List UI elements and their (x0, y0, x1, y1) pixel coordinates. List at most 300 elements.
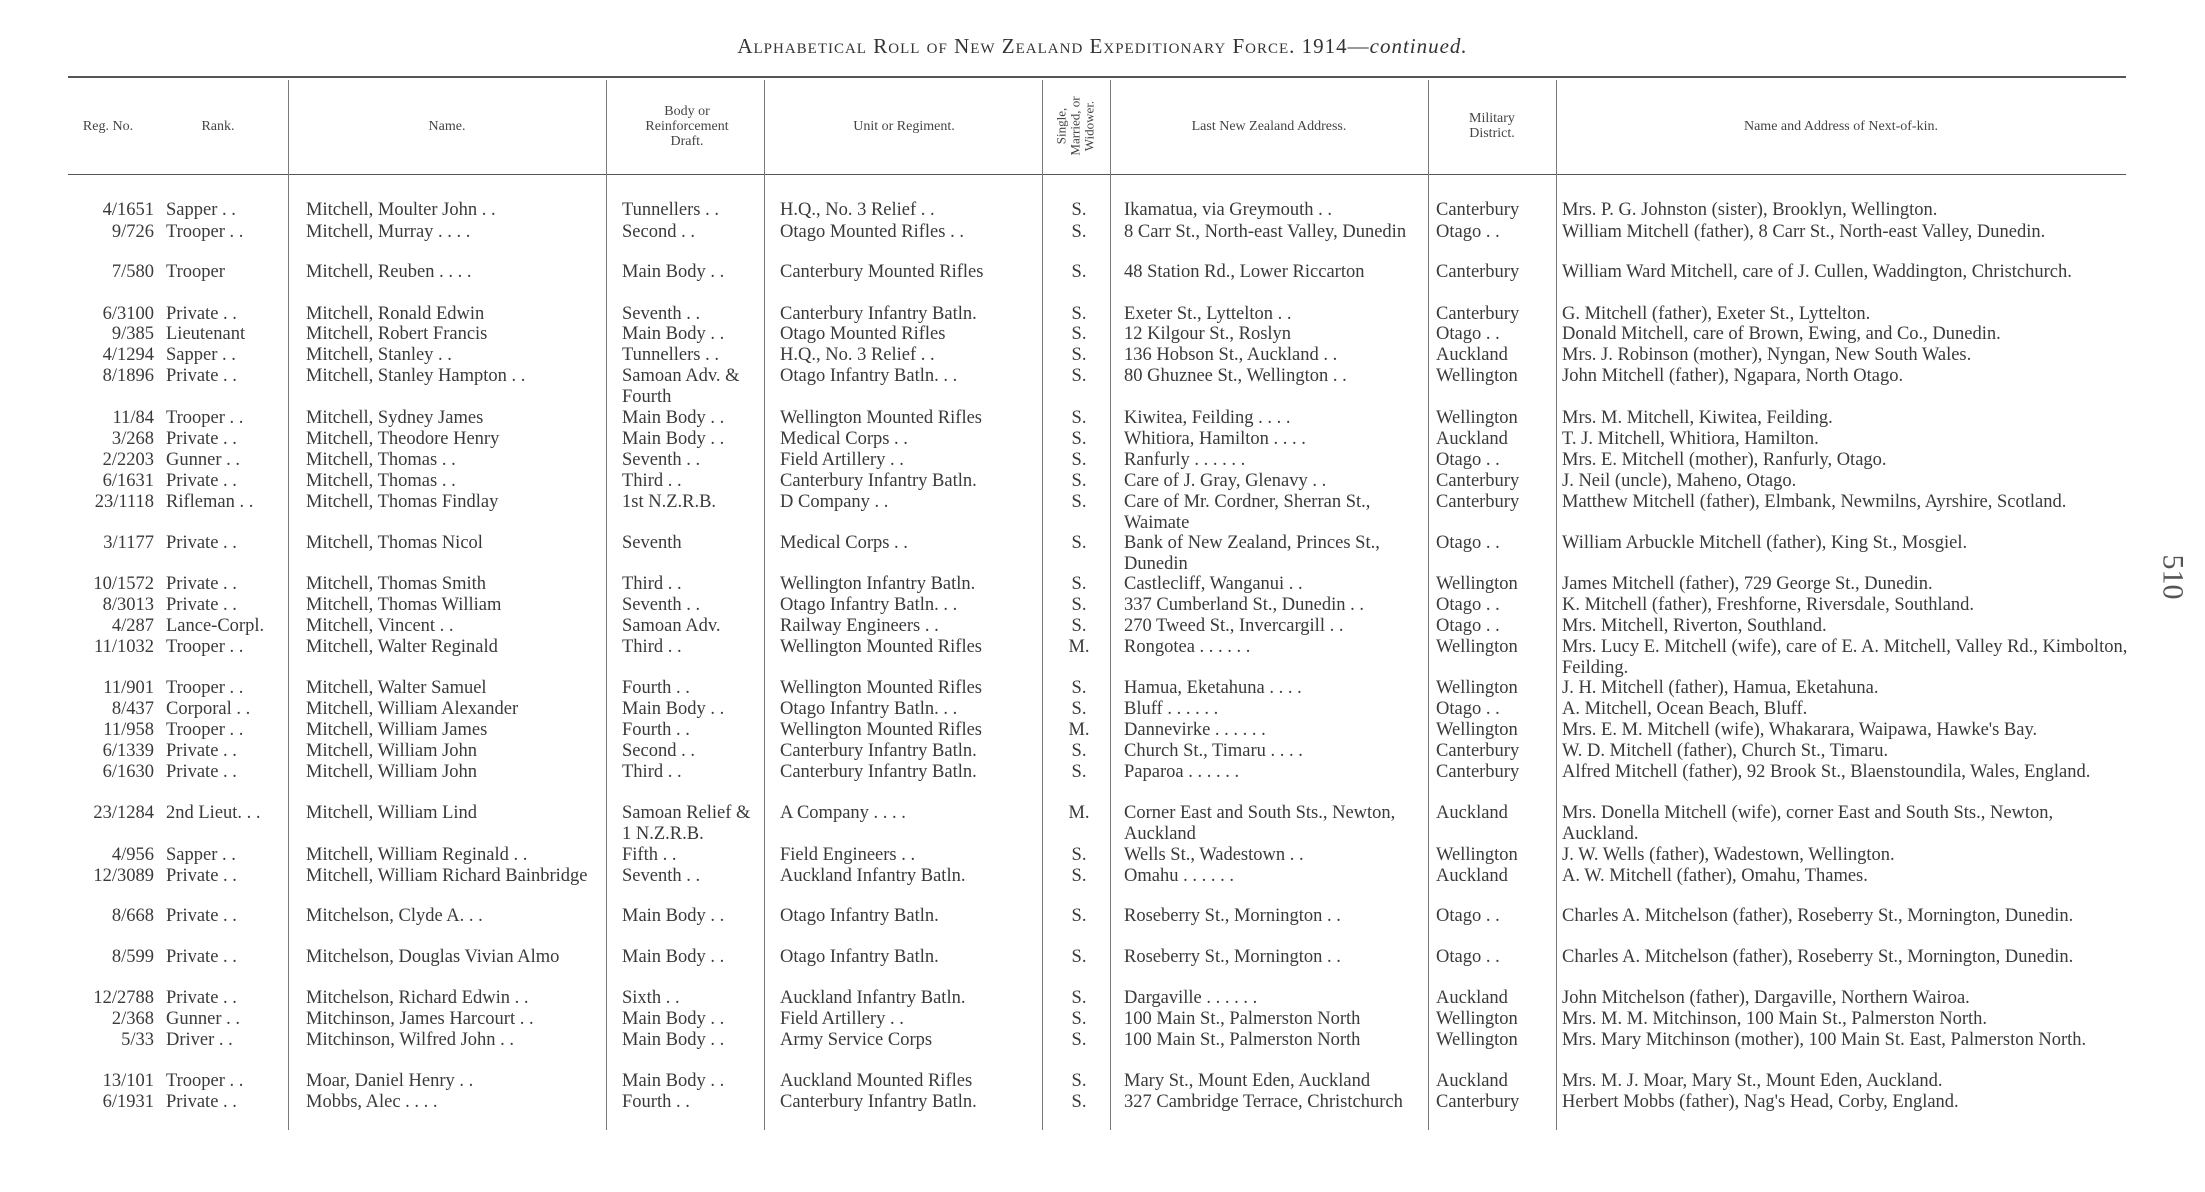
cell-nextkin: Alfred Mitchell (father), 92 Brook St., Blaenstoundila, Wales, England. (1562, 762, 2091, 782)
cell-name: Mitchell, Walter Samuel (306, 678, 487, 698)
cell-address: Ranfurly . . . . . . (1124, 450, 1246, 470)
cell-address: Rongotea . . . . . . (1124, 637, 1251, 657)
title-main: Alphabetical Roll of New Zealand Expeditionary Force. (737, 34, 1296, 58)
cell-reg: 12/3089 (93, 866, 154, 886)
cell-status: M. (1068, 637, 1090, 657)
cell-district: Auckland (1436, 1071, 1508, 1091)
cell-nextkin: Matthew Mitchell (father), Elmbank, Newmilns, Ayrshire, Scotland. (1562, 492, 2067, 512)
cell-reg: 11/1032 (94, 637, 154, 657)
cell-unit: Wellington Infantry Batln. (780, 574, 976, 594)
cell-body: Fourth . . (622, 1092, 690, 1112)
cell-reg: 8/437 (111, 699, 154, 719)
column-rule (1042, 80, 1043, 1130)
cell-district: Otago . . (1436, 450, 1500, 470)
cell-name: Mitchell, Thomas Smith (306, 574, 487, 594)
cell-rank: Private . . (166, 906, 237, 926)
cell-reg: 3/1177 (103, 533, 154, 553)
cell-body: Main Body . . (622, 906, 725, 926)
cell-status: S. (1071, 845, 1087, 865)
cell-reg: 2/2203 (102, 450, 154, 470)
cell-status: S. (1071, 988, 1087, 1008)
cell-status: S. (1071, 429, 1087, 449)
cell-district: Otago . . (1436, 699, 1500, 719)
cell-nextkin: Mrs. M. Mitchell, Kiwitea, Feilding. (1562, 408, 1833, 428)
cell-address: Wells St., Wadestown . . (1124, 845, 1304, 865)
cell-address: Church St., Timaru . . . . (1124, 741, 1303, 761)
cell-district: Wellington (1436, 637, 1518, 657)
cell-body: Main Body . . (622, 947, 725, 967)
cell-rank: Sapper . . (166, 845, 236, 865)
cell-nextkin: Mrs. E. Mitchell (mother), Ranfurly, Otago. (1562, 450, 1887, 470)
cell-nextkin: J. H. Mitchell (father), Hamua, Eketahuna. (1562, 678, 1879, 698)
cell-unit: Canterbury Mounted Rifles (780, 262, 984, 282)
cell-status: S. (1071, 678, 1087, 698)
cell-rank: Trooper . . (166, 678, 244, 698)
cell-rank: Trooper . . (166, 1071, 244, 1091)
cell-name: Mitchell, Sydney James (306, 408, 484, 428)
column-rule (1110, 80, 1111, 1130)
cell-nextkin: Herbert Mobbs (father), Nag's Head, Corby, England. (1562, 1092, 1959, 1112)
cell-body: Samoan Adv. & Fourth (622, 366, 740, 407)
cell-reg: 3/268 (111, 429, 154, 449)
cell-name: Mitchell, William John (306, 762, 478, 782)
cell-district: Otago . . (1436, 616, 1500, 636)
cell-district: Auckland (1436, 429, 1508, 449)
column-rule (764, 80, 765, 1130)
cell-rank: Private . . (166, 595, 237, 615)
cell-address: Dannevirke . . . . . . (1124, 720, 1266, 740)
header-reg-no: Reg. No. (82, 118, 134, 134)
cell-status: S. (1071, 1092, 1087, 1112)
cell-name: Mitchell, Stanley Hampton . . (306, 366, 526, 386)
cell-status: S. (1071, 741, 1087, 761)
cell-body: Fourth . . (622, 720, 690, 740)
cell-nextkin: James Mitchell (father), 729 George St., Dunedin. (1562, 574, 1933, 594)
cell-reg: 12/2788 (93, 988, 154, 1008)
cell-district: Wellington (1436, 366, 1518, 386)
cell-name: Mitchell, Walter Reginald (306, 637, 498, 657)
cell-status: S. (1071, 1030, 1087, 1050)
cell-reg: 6/1631 (102, 471, 154, 491)
cell-rank: Lance-Corpl. (166, 616, 265, 636)
cell-nextkin: Mrs. Donella Mitchell (wife), corner East and South Sts., Newton, Auckland. (1562, 803, 2054, 844)
cell-body: Fourth . . (622, 678, 690, 698)
cell-rank: Private . . (166, 366, 237, 386)
cell-nextkin: Mrs. P. G. Johnston (sister), Brooklyn, Wellington. (1562, 200, 1938, 220)
cell-unit: Otago Infantry Batln. (780, 947, 939, 967)
cell-reg: 11/958 (103, 720, 154, 740)
cell-reg: 23/1118 (94, 492, 154, 512)
cell-nextkin: Charles A. Mitchelson (father), Roseberry St., Mornington, Dunedin. (1562, 906, 2074, 926)
cell-nextkin: Mrs. J. Robinson (mother), Nyngan, New South Wales. (1562, 345, 1972, 365)
title-continued: continued. (1369, 34, 1468, 58)
cell-rank: Private . . (166, 471, 237, 491)
cell-address: Dargaville . . . . . . (1124, 988, 1258, 1008)
cell-unit: Auckland Infantry Batln. (780, 988, 966, 1008)
cell-address: Bluff . . . . . . (1124, 699, 1219, 719)
cell-name: Mitchell, Murray . . . . (306, 222, 471, 242)
cell-rank: Corporal . . (166, 699, 251, 719)
cell-rank: Gunner . . (166, 1009, 240, 1029)
cell-status: S. (1071, 595, 1087, 615)
cell-address: 100 Main St., Palmerston North (1124, 1030, 1361, 1050)
cell-address: Care of Mr. Cordner, Sherran St., Waimate (1124, 492, 1371, 533)
cell-rank: Trooper . . (166, 408, 244, 428)
cell-rank: Trooper . . (166, 222, 244, 242)
cell-address: 270 Tweed St., Invercargill . . (1124, 616, 1344, 636)
cell-unit: Otago Mounted Rifles . . (780, 222, 964, 242)
cell-address: 136 Hobson St., Auckland . . (1124, 345, 1338, 365)
cell-body: Seventh (622, 533, 682, 553)
cell-unit: Otago Infantry Batln. . . (780, 366, 958, 386)
cell-nextkin: Charles A. Mitchelson (father), Roseberry St., Mornington, Dunedin. (1562, 947, 2074, 967)
cell-unit: Field Artillery . . (780, 450, 904, 470)
cell-status: S. (1071, 1071, 1087, 1091)
cell-rank: Trooper . . (166, 637, 244, 657)
cell-body: Second . . (622, 222, 695, 242)
cell-address: Corner East and South Sts., Newton, Auckland (1124, 803, 1396, 844)
cell-name: Mitchinson, James Harcourt . . (306, 1009, 534, 1029)
cell-body: Sixth . . (622, 988, 680, 1008)
cell-body: Third . . (622, 471, 682, 491)
cell-status: S. (1071, 200, 1087, 220)
cell-rank: Private . . (166, 574, 237, 594)
cell-reg: 8/668 (111, 906, 154, 926)
cell-rank: Sapper . . (166, 345, 236, 365)
cell-address: Castlecliff, Wanganui . . (1124, 574, 1303, 594)
cell-nextkin: Mrs. Mary Mitchinson (mother), 100 Main St. East, Palmerston North. (1562, 1030, 2087, 1050)
cell-body: Tunnellers . . (622, 200, 719, 220)
cell-nextkin: Mrs. M. J. Moar, Mary St., Mount Eden, Auckland. (1562, 1071, 1943, 1091)
cell-name: Mitchell, Thomas . . (306, 471, 456, 491)
cell-reg: 6/3100 (102, 304, 154, 324)
cell-reg: 4/1294 (102, 345, 154, 365)
cell-status: S. (1071, 866, 1087, 886)
cell-nextkin: Mrs. M. M. Mitchinson, 100 Main St., Palmerston North. (1562, 1009, 1987, 1029)
cell-nextkin: G. Mitchell (father), Exeter St., Lyttelton. (1562, 304, 1871, 324)
cell-status: M. (1068, 803, 1090, 823)
cell-unit: Field Engineers . . (780, 845, 916, 865)
cell-rank: Lieutenant (166, 324, 246, 344)
cell-rank: 2nd Lieut. . . (166, 803, 261, 823)
cell-rank: Sapper . . (166, 200, 236, 220)
cell-district: Canterbury (1436, 741, 1520, 761)
cell-reg: 9/385 (111, 324, 154, 344)
cell-unit: D Company . . (780, 492, 889, 512)
header-unit: Unit or Regiment. (853, 118, 955, 134)
cell-district: Auckland (1436, 803, 1508, 823)
cell-body: Tunnellers . . (622, 345, 719, 365)
cell-district: Wellington (1436, 1009, 1518, 1029)
cell-address: 12 Kilgour St., Roslyn (1124, 324, 1292, 344)
cell-reg: 6/1630 (102, 762, 154, 782)
cell-unit: Railway Engineers . . (780, 616, 939, 636)
cell-district: Wellington (1436, 720, 1518, 740)
cell-unit: Wellington Mounted Rifles (780, 678, 982, 698)
header-bottom-rule (68, 174, 2126, 175)
cell-district: Wellington (1436, 845, 1518, 865)
column-rule (1428, 80, 1429, 1130)
cell-address: Ikamatua, via Greymouth . . (1124, 200, 1333, 220)
cell-status: S. (1071, 222, 1087, 242)
column-rule (1556, 80, 1557, 1130)
cell-nextkin: William Ward Mitchell, care of J. Cullen, Waddington, Christchurch. (1562, 262, 2072, 282)
cell-district: Canterbury (1436, 1092, 1520, 1112)
cell-district: Canterbury (1436, 492, 1520, 512)
cell-unit: Canterbury Infantry Batln. (780, 471, 977, 491)
cell-body: Third . . (622, 762, 682, 782)
cell-nextkin: Mrs. Lucy E. Mitchell (wife), care of E. A. Mitchell, Valley Rd., Kimbolton, Feilding. (1562, 637, 2128, 678)
cell-name: Mitchelson, Douglas Vivian Almo (306, 947, 560, 967)
cell-reg: 11/901 (103, 678, 154, 698)
cell-name: Mitchell, Thomas Findlay (306, 492, 499, 512)
cell-district: Otago . . (1436, 222, 1500, 242)
cell-address: 48 Station Rd., Lower Riccarton (1124, 262, 1365, 282)
cell-rank: Private . . (166, 988, 237, 1008)
cell-body: Main Body . . (622, 262, 725, 282)
cell-nextkin: J. Neil (uncle), Maheno, Otago. (1562, 471, 1797, 491)
cell-nextkin: W. D. Mitchell (father), Church St., Timaru. (1562, 741, 1889, 761)
page-title (0, 34, 2205, 59)
cell-rank: Driver . . (166, 1030, 233, 1050)
cell-body: Main Body . . (622, 699, 725, 719)
cell-body: 1st N.Z.R.B. (622, 492, 717, 512)
cell-status: S. (1071, 345, 1087, 365)
cell-rank: Gunner . . (166, 450, 240, 470)
cell-body: Fifth . . (622, 845, 677, 865)
cell-address: Omahu . . . . . . (1124, 866, 1234, 886)
cell-rank: Trooper (166, 262, 225, 282)
cell-district: Canterbury (1436, 762, 1520, 782)
cell-unit: Otago Infantry Batln. . . (780, 699, 958, 719)
header-next-of-kin: Name and Address of Next-of-kin. (1743, 118, 1938, 134)
header-name: Name. (428, 118, 466, 134)
header-body-draft: Body or Reinforcement Draft. (645, 103, 729, 149)
cell-address: Mary St., Mount Eden, Auckland (1124, 1071, 1371, 1091)
cell-status: S. (1071, 762, 1087, 782)
cell-nextkin: K. Mitchell (father), Freshforne, Riversdale, Southland. (1562, 595, 1975, 615)
cell-district: Otago . . (1436, 906, 1500, 926)
cell-district: Canterbury (1436, 262, 1520, 282)
cell-address: 327 Cambridge Terrace, Christchurch (1124, 1092, 1403, 1112)
cell-status: S. (1071, 324, 1087, 344)
cell-name: Mitchell, Vincent . . (306, 616, 454, 636)
cell-unit: Otago Mounted Rifles (780, 324, 946, 344)
cell-reg: 10/1572 (93, 574, 154, 594)
cell-rank: Private . . (166, 304, 237, 324)
cell-status: S. (1071, 616, 1087, 636)
cell-nextkin: John Mitchell (father), Ngapara, North Otago. (1562, 366, 1904, 386)
cell-district: Canterbury (1436, 304, 1520, 324)
cell-name: Mitchell, Stanley . . (306, 345, 452, 365)
cell-unit: H.Q., No. 3 Relief . . (780, 200, 935, 220)
cell-name: Mitchell, William Alexander (306, 699, 519, 719)
cell-name: Mitchell, Theodore Henry (306, 429, 500, 449)
cell-address: Exeter St., Lyttelton . . (1124, 304, 1292, 324)
cell-address: 100 Main St., Palmerston North (1124, 1009, 1361, 1029)
cell-district: Auckland (1436, 866, 1508, 886)
page-number: 510 (2156, 554, 2190, 600)
cell-name: Mitchinson, Wilfred John . . (306, 1030, 515, 1050)
header-top-rule (68, 76, 2126, 78)
cell-status: S. (1071, 471, 1087, 491)
cell-unit: Wellington Mounted Rifles (780, 637, 982, 657)
cell-district: Otago . . (1436, 324, 1500, 344)
cell-district: Otago . . (1436, 533, 1500, 553)
cell-unit: Wellington Mounted Rifles (780, 720, 982, 740)
cell-reg: 2/368 (111, 1009, 154, 1029)
cell-nextkin: William Arbuckle Mitchell (father), King St., Mosgiel. (1562, 533, 1968, 553)
cell-rank: Private . . (166, 762, 237, 782)
cell-name: Mitchell, William Richard Bainbridge (306, 866, 588, 886)
cell-body: Main Body . . (622, 408, 725, 428)
cell-unit: Medical Corps . . (780, 429, 908, 449)
cell-district: Wellington (1436, 408, 1518, 428)
cell-address: Hamua, Eketahuna . . . . (1124, 678, 1302, 698)
cell-address: Roseberry St., Mornington . . (1124, 906, 1341, 926)
cell-nextkin: Mrs. E. M. Mitchell (wife), Whakarara, Waipawa, Hawke's Bay. (1562, 720, 2038, 740)
cell-status: S. (1071, 304, 1087, 324)
cell-unit: Canterbury Infantry Batln. (780, 741, 977, 761)
cell-unit: Auckland Mounted Rifles (780, 1071, 973, 1091)
cell-address: Kiwitea, Feilding . . . . (1124, 408, 1291, 428)
cell-reg: 8/599 (111, 947, 154, 967)
cell-name: Mitchelson, Clyde A. . . (306, 906, 483, 926)
cell-rank: Private . . (166, 533, 237, 553)
title-year: 1914— (1295, 34, 1370, 58)
cell-reg: 4/287 (111, 616, 154, 636)
cell-name: Mitchelson, Richard Edwin . . (306, 988, 529, 1008)
cell-nextkin: Mrs. Mitchell, Riverton, Southland. (1562, 616, 1827, 636)
cell-unit: Canterbury Infantry Batln. (780, 304, 977, 324)
cell-body: Main Body . . (622, 324, 725, 344)
cell-district: Canterbury (1436, 471, 1520, 491)
cell-address: 80 Ghuznee St., Wellington . . (1124, 366, 1347, 386)
cell-reg: 6/1339 (102, 741, 154, 761)
cell-district: Wellington (1436, 678, 1518, 698)
header-rank: Rank. (201, 118, 235, 134)
cell-unit: Field Artillery . . (780, 1009, 904, 1029)
cell-rank: Private . . (166, 866, 237, 886)
cell-rank: Rifleman . . (166, 492, 254, 512)
cell-reg: 4/956 (111, 845, 154, 865)
cell-nextkin: J. W. Wells (father), Wadestown, Wellington. (1562, 845, 1895, 865)
column-rule (606, 80, 607, 1130)
cell-nextkin: A. Mitchell, Ocean Beach, Bluff. (1562, 699, 1808, 719)
cell-body: Main Body . . (622, 429, 725, 449)
cell-district: Canterbury (1436, 200, 1520, 220)
cell-status: S. (1071, 1009, 1087, 1029)
cell-body: Seventh . . (622, 450, 701, 470)
cell-status: M. (1068, 720, 1090, 740)
cell-address: Bank of New Zealand, Princes St., Dunedin (1124, 533, 1380, 574)
cell-name: Mitchell, William James (306, 720, 488, 740)
cell-name: Mitchell, Ronald Edwin (306, 304, 485, 324)
cell-rank: Trooper . . (166, 720, 244, 740)
cell-body: Third . . (622, 574, 682, 594)
cell-district: Wellington (1436, 1030, 1518, 1050)
cell-status: S. (1071, 947, 1087, 967)
cell-address: Roseberry St., Mornington . . (1124, 947, 1341, 967)
cell-district: Otago . . (1436, 595, 1500, 615)
cell-district: Wellington (1436, 574, 1518, 594)
column-rule (288, 80, 289, 1130)
cell-reg: 11/84 (112, 408, 154, 428)
cell-body: Samoan Relief & 1 N.Z.R.B. (622, 803, 751, 844)
cell-name: Mitchell, William Lind (306, 803, 478, 823)
cell-reg: 8/1896 (102, 366, 154, 386)
cell-reg: 7/580 (111, 262, 154, 282)
cell-rank: Private . . (166, 1092, 237, 1112)
cell-status: S. (1071, 533, 1087, 553)
header-address: Last New Zealand Address. (1191, 118, 1347, 134)
cell-name: Moar, Daniel Henry . . (306, 1071, 474, 1091)
cell-body: Main Body . . (622, 1030, 725, 1050)
cell-district: Auckland (1436, 988, 1508, 1008)
cell-status: S. (1071, 574, 1087, 594)
cell-status: S. (1071, 408, 1087, 428)
cell-status: S. (1071, 492, 1087, 512)
cell-rank: Private . . (166, 947, 237, 967)
cell-status: S. (1071, 450, 1087, 470)
cell-reg: 6/1931 (102, 1092, 154, 1112)
cell-unit: Canterbury Infantry Batln. (780, 762, 977, 782)
cell-name: Mitchell, Reuben . . . . (306, 262, 472, 282)
cell-address: Whitiora, Hamilton . . . . (1124, 429, 1306, 449)
cell-reg: 13/101 (102, 1071, 154, 1091)
cell-status: S. (1071, 366, 1087, 386)
cell-unit: Canterbury Infantry Batln. (780, 1092, 977, 1112)
cell-address: Care of J. Gray, Glenavy . . (1124, 471, 1327, 491)
cell-address: 337 Cumberland St., Dunedin . . (1124, 595, 1364, 615)
cell-nextkin: A. W. Mitchell (father), Omahu, Thames. (1562, 866, 1868, 886)
cell-name: Mitchell, Thomas Nicol (306, 533, 483, 553)
cell-unit: Wellington Mounted Rifles (780, 408, 982, 428)
cell-body: Seventh . . (622, 304, 701, 324)
cell-body: Second . . (622, 741, 695, 761)
cell-unit: A Company . . . . (780, 803, 906, 823)
cell-body: Samoan Adv. (622, 616, 721, 636)
header-status: Single, Married, or Widower. (1053, 96, 1097, 156)
cell-nextkin: William Mitchell (father), 8 Carr St., North-east Valley, Dunedin. (1562, 222, 2046, 242)
cell-rank: Private . . (166, 429, 237, 449)
cell-unit: H.Q., No. 3 Relief . . (780, 345, 935, 365)
cell-body: Main Body . . (622, 1071, 725, 1091)
cell-address: 8 Carr St., North-east Valley, Dunedin (1124, 222, 1407, 242)
cell-reg: 4/1651 (102, 200, 154, 220)
cell-nextkin: Donald Mitchell, care of Brown, Ewing, and Co., Dunedin. (1562, 324, 2001, 344)
cell-district: Auckland (1436, 345, 1508, 365)
cell-name: Mitchell, Moulter John . . (306, 200, 496, 220)
cell-reg: 23/1284 (93, 803, 154, 823)
cell-name: Mitchell, William John (306, 741, 478, 761)
cell-district: Otago . . (1436, 947, 1500, 967)
cell-status: S. (1071, 906, 1087, 926)
cell-body: Main Body . . (622, 1009, 725, 1029)
cell-unit: Otago Infantry Batln. (780, 906, 939, 926)
cell-reg: 9/726 (111, 222, 154, 242)
cell-reg: 5/33 (121, 1030, 154, 1050)
cell-status: S. (1071, 262, 1087, 282)
cell-name: Mobbs, Alec . . . . (306, 1092, 438, 1112)
cell-name: Mitchell, William Reginald . . (306, 845, 528, 865)
cell-rank: Private . . (166, 741, 237, 761)
cell-body: Third . . (622, 637, 682, 657)
cell-body: Seventh . . (622, 866, 701, 886)
cell-name: Mitchell, Robert Francis (306, 324, 488, 344)
cell-name: Mitchell, Thomas William (306, 595, 502, 615)
cell-name: Mitchell, Thomas . . (306, 450, 456, 470)
